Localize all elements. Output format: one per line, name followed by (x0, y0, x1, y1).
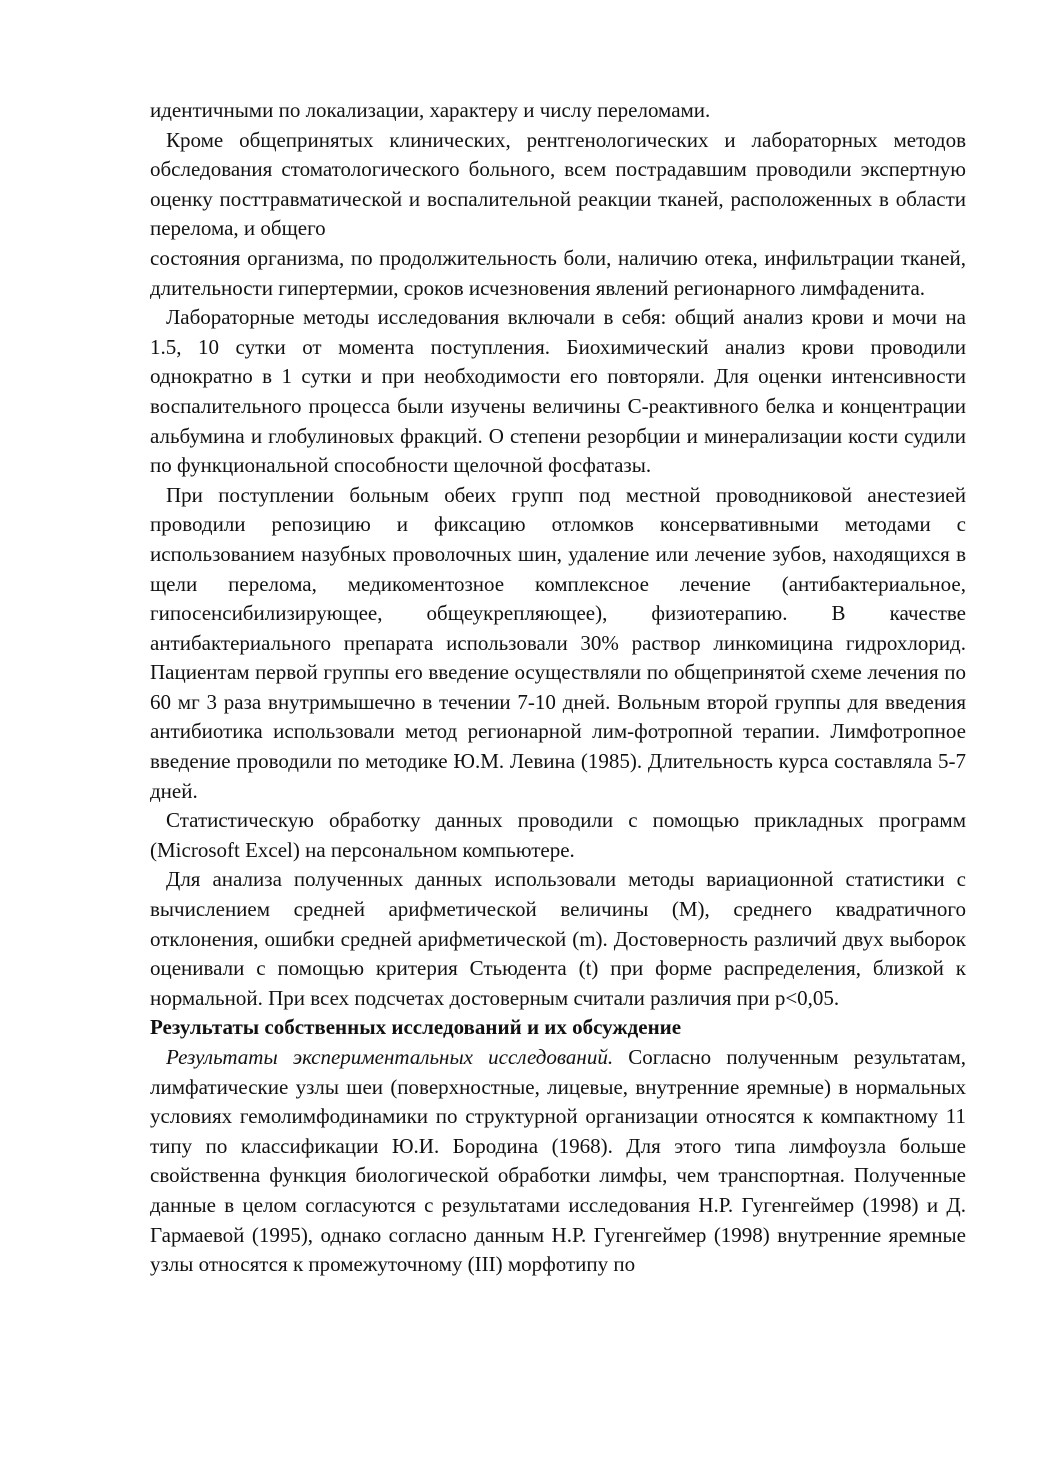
paragraph-continuation: идентичными по локализации, характеру и числу переломами. (150, 98, 711, 122)
results-italic-lead: Результаты экспериментальных исследований. (166, 1045, 614, 1069)
paragraph-results (150, 1043, 966, 1280)
document-page (150, 96, 966, 1280)
paragraph-statistics-software: Статистическую обработку данных проводили с помощью прикладных программ (Microsoft Excel) на персональном компьютере. (150, 808, 966, 862)
paragraph-methods-intro: Кроме общепринятых клинических, рентгенологических и лабораторных методов обследования стоматологического больного, всем пострадавшим проводили экспертную оценку посттравматической и воспалительной реакции тканей, расположенных в области перелома, и общего (150, 127, 966, 241)
paragraph-lab-methods: Лабораторные методы исследования включали в себя: общий анализ крови и мочи на 1.5, 10 сутки от момента поступления. Биохимический анализ крови проводили однократно в 1 сутки и при необходимости его повторяли. Для оценки интенсивности воспалительного процесса были изучены величины С-реактивного белка и концентрации альбумина и глобулиновых фракций. О степени резорбции и минерализации кости судили по функциональной способности щелочной фосфатазы. (150, 305, 966, 478)
paragraph-methods-criteria: состояния организма, по продолжительность боли, наличию отека, инфильтрации тканей, длительности гипертермии, сроков исчезновения явлений регионарного лимфаденита. (150, 245, 966, 300)
results-text: Согласно полученным результатам, лимфатические узлы шеи (поверхностные, лицевые, внутренние яремные) в нормальных условиях гемолимфодинамики по структурной организации относятся к компактному 11 типу по классификации Ю.И. Бородина (1968). Для этого типа лимфоузла больше свойственна функция биологической обработки лимфы, чем транспортная. Полученные данные в целом согласуются с результатами исследования Н.Р. Гугенгеймер (1998) и Д. Гармаевой (1995), однако согласно данным Н.Р. Гугенгеймер (1998) внутренние яремные узлы относятся к промежуточному (III) морфотипу по (150, 1045, 966, 1277)
paragraph-statistics-methods: Для анализа полученных данных использовали методы вариационной статистики с вычислением средней арифметической величины (М), среднего квадратичного отклонения, ошибки средней арифметической (m). Достоверность различий двух выборок оценивали с помощью критерия Стьюдента (t) при форме распределения, близкой к нормальной. При всех подсчетах достоверным считали различия при p<0,05. (150, 867, 966, 1010)
section-heading: Результаты собственных исследований и их обсуждение (150, 1015, 682, 1040)
paragraph-treatment: При поступлении больным обеих групп под местной проводниковой анестезией проводили репозицию и фиксацию отломков консервативными методами с использованием назубных проволочных шин, удаление или лечение зубов, находящихся в щели перелома, медикоментозное комплексное лечение (антибактериальное, гипосенсибилизирующее, общеукрепляющее), физиотерапию. В качестве антибактериального препарата использовали 30% раствор линкомицина гидрохлорид. Пациентам первой группы его введение осуществляли по общепринятой схеме лечения по 60 мг 3 раза внутримышечно в течении 7-10 дней. Вольным второй группы для введения антибиотика использовали метод регионарной лим-фотропной терапии. Лимфотропное введение проводили по методике Ю.М. Левина (1985). Длительность курса составляла 5-7 дней. (150, 482, 966, 803)
